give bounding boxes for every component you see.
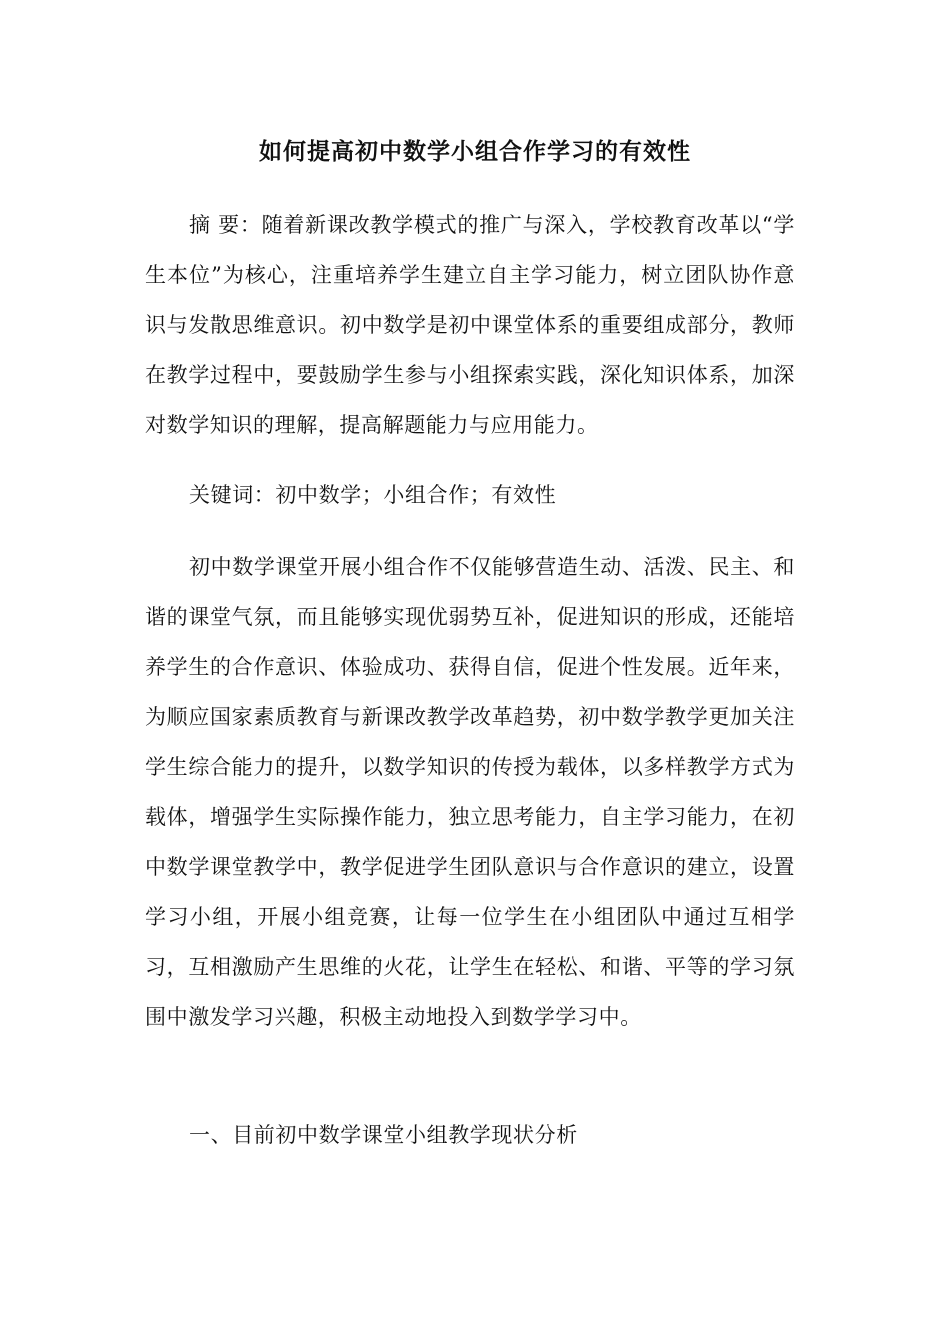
section-heading: 一、目前初中数学课堂小组教学现状分析	[189, 1123, 578, 1147]
keywords-line: 关键词：初中数学；小组合作；有效性	[189, 483, 557, 507]
document-title: 如何提高初中数学小组合作学习的有效性	[259, 138, 691, 165]
body-paragraph: 初中数学课堂开展小组合作不仅能够营造生动、活泼、民主、和谐的课堂气氛，而且能够实现优弱势互补，促进知识的形成，还能培养学生的合作意识、体验成功、获得自信，促进个性发展。近年来，为顺应国家素质教育与新课改教学改革趋势，初中数学教学更加关注学生综合能力的提升，以数学知识的传授为载体，以多样教学方式为载体，增强学生实际操作能力，独立思考能力，自主学习能力，在初中数学课堂教学中，教学促进学生团队意识与合作意识的建立，设置学习小组，开展小组竞赛，让每一位学生在小组团队中通过互相学习，互相激励产生思维的火花，让学生在轻松、和谐、平等的学习氛围中激发学习兴趣，积极主动地投入到数学学习中。	[145, 555, 795, 1029]
abstract-paragraph: 摘 要：随着新课改教学模式的推广与深入，学校教育改革以“学生本位”为核心，注重培养学生建立自主学习能力，树立团队协作意识与发散思维意识。初中数学是初中课堂体系的重要组成部分，教师在教学过程中，要鼓励学生参与小组探索实践，深化知识体系，加深对数学知识的理解，提高解题能力与应用能力。	[145, 213, 795, 437]
